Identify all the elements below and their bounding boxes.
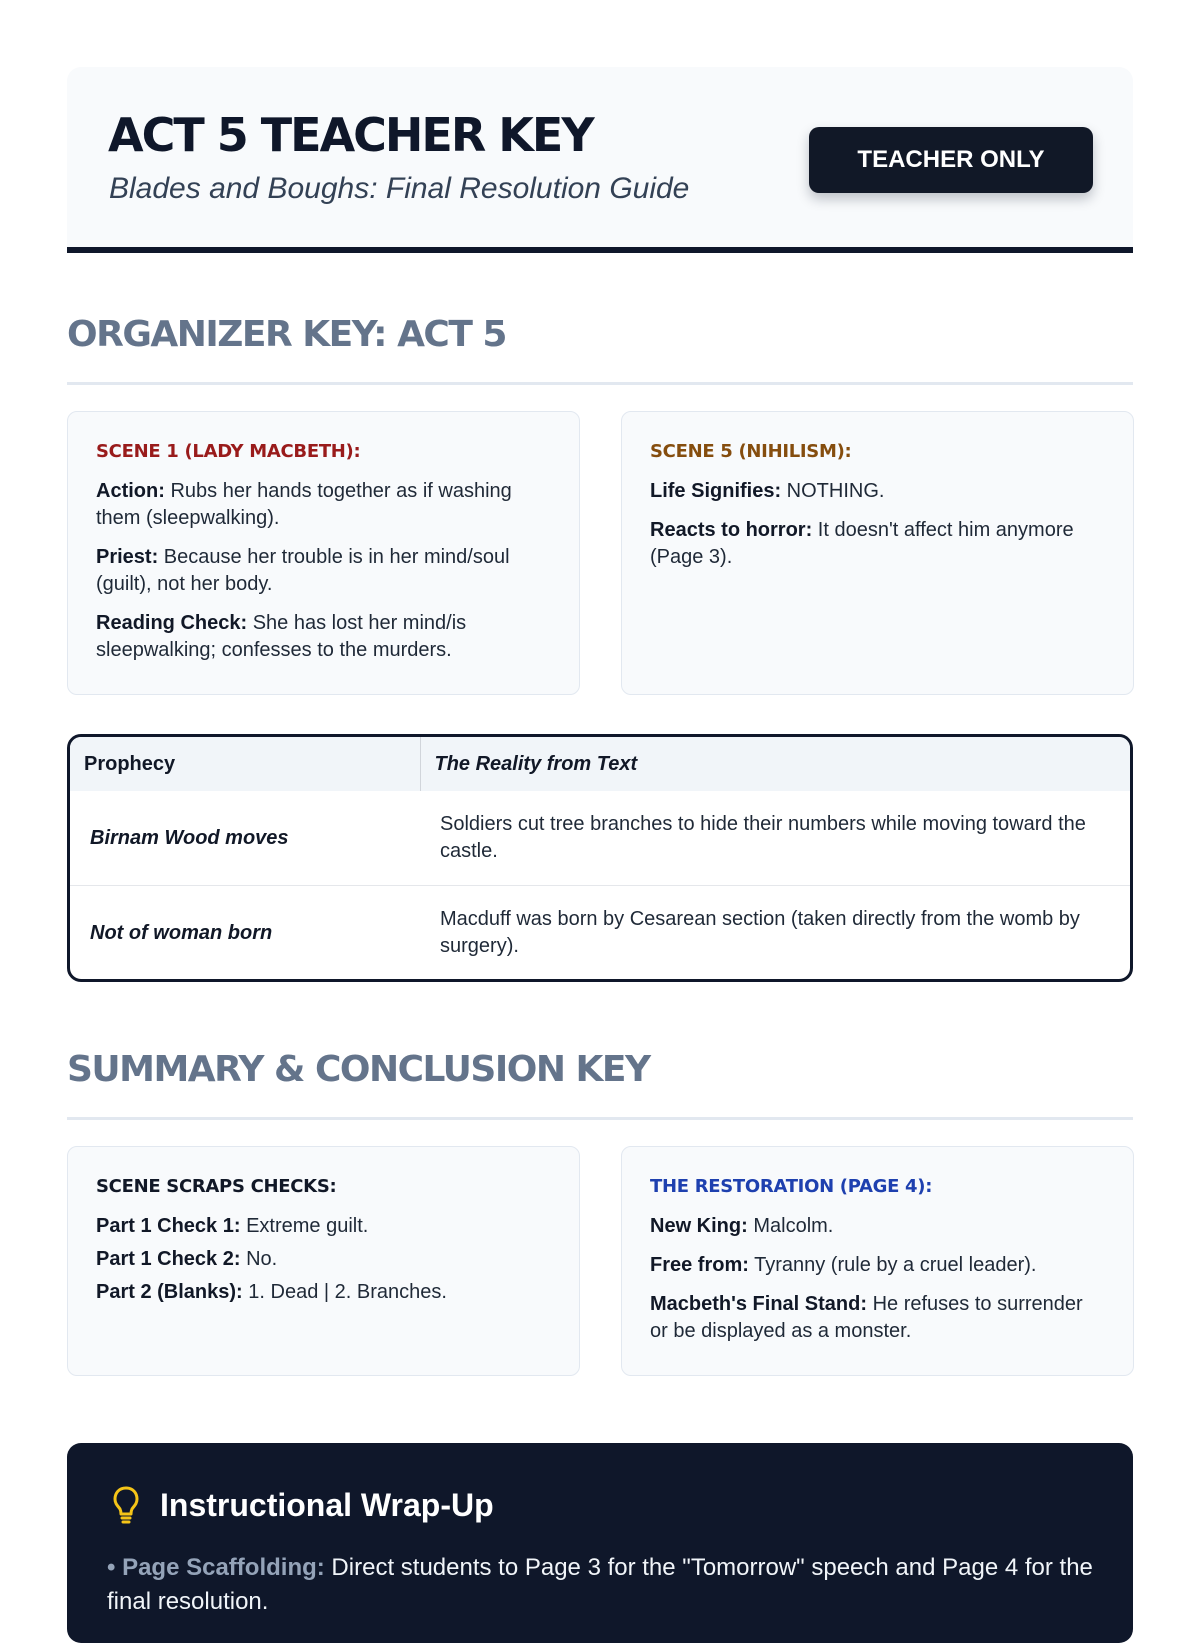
scene5-card xyxy=(621,411,1134,695)
scraps-item: Part 2 (Blanks): 1. Dead | 2. Branches. xyxy=(96,1281,447,1303)
restoration-item: New King: Malcolm. xyxy=(650,1215,834,1237)
page-title: ACT 5 TEACHER KEY xyxy=(108,108,593,162)
wrapup-panel xyxy=(67,1443,1133,1643)
lightbulb-icon xyxy=(111,1485,141,1525)
scraps-item: Part 1 Check 1: Extreme guilt. xyxy=(96,1215,369,1237)
table-row xyxy=(70,791,1130,886)
table-row xyxy=(70,886,1130,981)
scene1-item: Priest: Because her trouble is in her mind/soul (guilt), not her body. xyxy=(96,546,510,595)
restoration-item: Macbeth's Final Stand: He refuses to surrender or be displayed as a monster. xyxy=(650,1293,1083,1342)
prophecy-cell: Birnam Wood moves xyxy=(70,791,420,886)
teacher-only-badge: TEACHER ONLY xyxy=(809,127,1093,193)
organizer-section-title: ORGANIZER KEY: ACT 5 xyxy=(67,314,506,355)
wrapup-title: Instructional Wrap-Up xyxy=(160,1487,494,1523)
scraps-item: Part 1 Check 2: No. xyxy=(96,1248,278,1270)
scene5-heading: SCENE 5 (NIHILISM): xyxy=(650,441,852,462)
scene1-heading: SCENE 1 (LADY MACBETH): xyxy=(96,441,361,462)
scene1-item: Action: Rubs her hands together as if washing them (sleepwalking). xyxy=(96,480,512,529)
page-subtitle: Blades and Boughs: Final Resolution Guide xyxy=(109,172,690,205)
summary-section-title: SUMMARY & CONCLUSION KEY xyxy=(67,1049,650,1090)
scene1-item: Reading Check: She has lost her mind/is sleepwalking; confesses to the murders. xyxy=(96,612,467,661)
restoration-card xyxy=(621,1146,1134,1376)
scraps-heading: SCENE SCRAPS CHECKS: xyxy=(96,1176,337,1197)
wrapup-bullet: • Page Scaffolding: Direct students to Page 3 for the "Tomorrow" speech and Page 4 for the final resolution. xyxy=(107,1554,1093,1615)
scene5-item: Reacts to horror: It doesn't affect him anymore (Page 3). xyxy=(650,519,1074,568)
reality-cell: Soldiers cut tree branches to hide their numbers while moving toward the castle. xyxy=(420,791,1130,886)
prophecy-table xyxy=(67,734,1133,982)
restoration-item: Free from: Tyranny (rule by a cruel leader). xyxy=(650,1254,1037,1276)
section-divider xyxy=(67,1117,1133,1120)
section-divider xyxy=(67,382,1133,385)
table-header-prophecy: Prophecy xyxy=(70,737,420,791)
restoration-heading: THE RESTORATION (PAGE 4): xyxy=(650,1176,933,1197)
prophecy-cell: Not of woman born xyxy=(90,921,273,944)
scene5-item: Life Signifies: NOTHING. xyxy=(650,480,885,502)
scene-scraps-card xyxy=(67,1146,580,1376)
table-header-reality: The Reality from Text xyxy=(420,737,1130,791)
reality-cell: Macduff was born by Cesarean section (taken directly from the womb by surgery). xyxy=(440,908,1080,957)
scene1-card xyxy=(67,411,580,695)
header-banner xyxy=(67,67,1133,253)
